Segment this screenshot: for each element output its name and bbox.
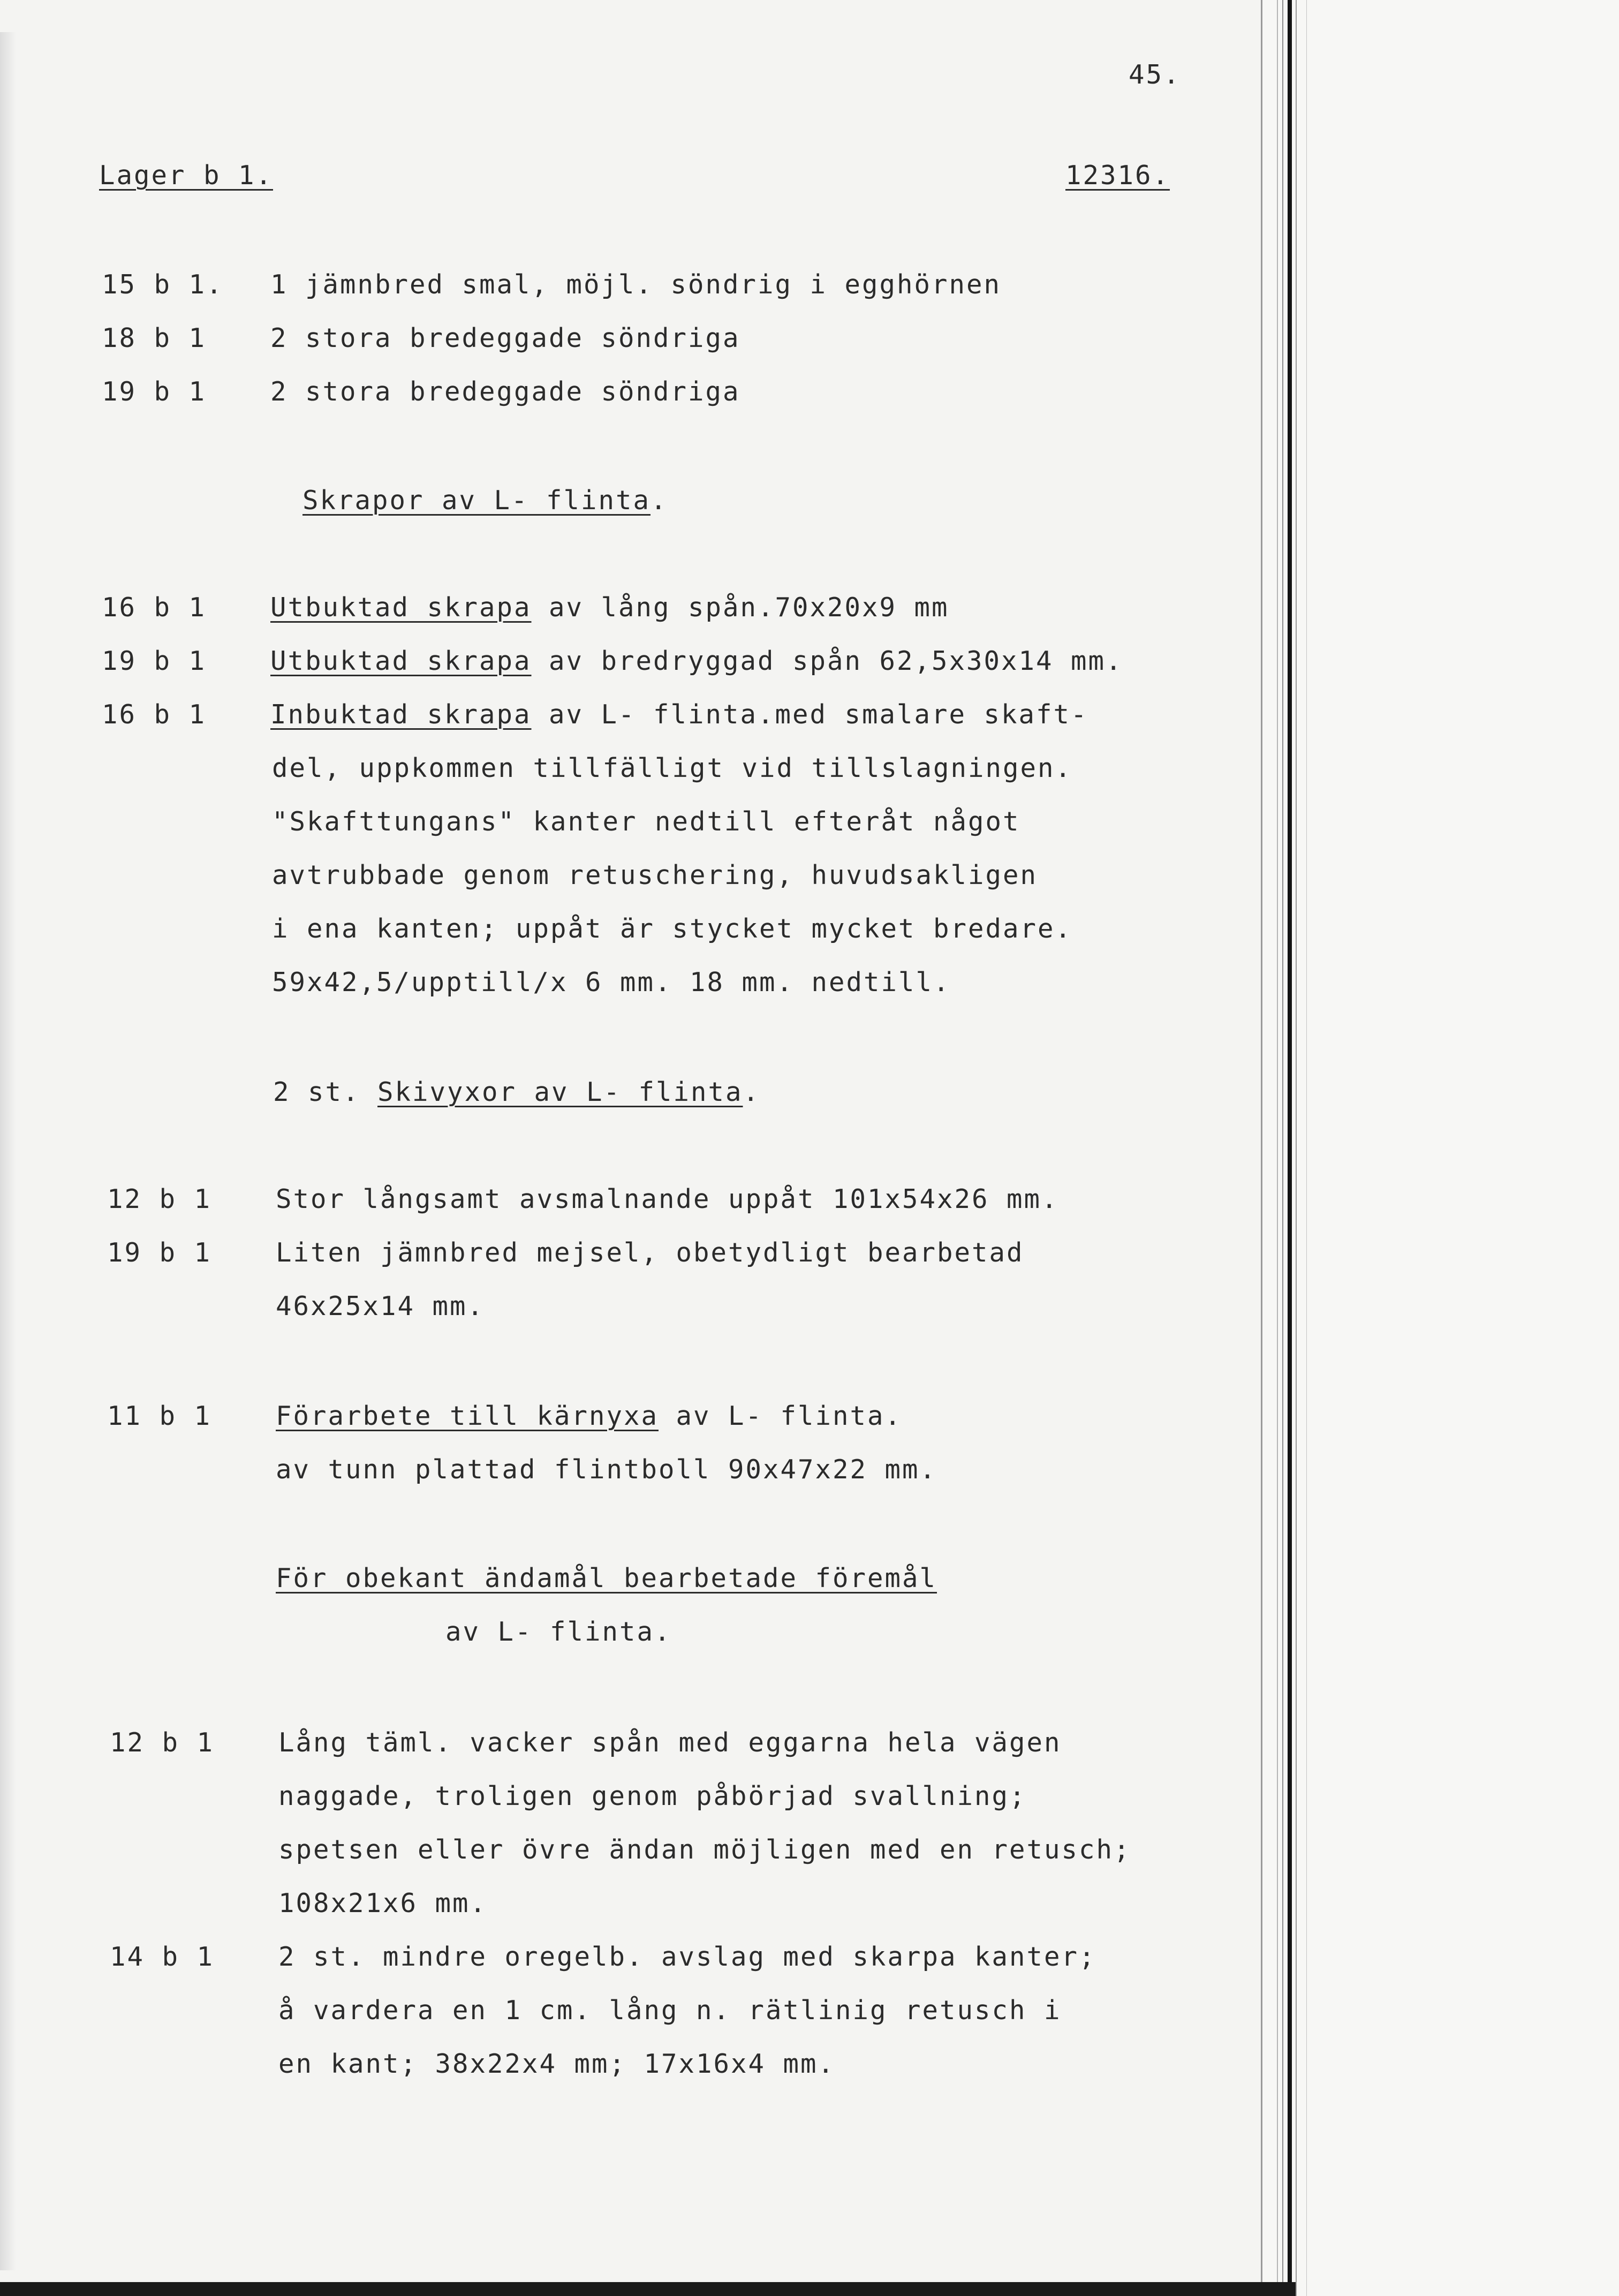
section-heading-skivyxor — [273, 1076, 760, 1108]
item-title: Inbuktad skrapa — [270, 699, 532, 730]
entry-continuation: naggade, troligen genom påbörjad svallning; — [278, 1781, 1027, 1811]
entry-text: Lång täml. vacker spån med eggarna hela vägen — [278, 1727, 1062, 1758]
section-subheading: av L- flinta. — [445, 1617, 672, 1647]
binder-edge-area — [1261, 0, 1619, 2296]
binder-edge-line — [1277, 0, 1278, 2296]
entry-continuation: 59x42,5/upptill/x 6 mm. 18 mm. nedtill. — [272, 967, 951, 998]
entry-text — [276, 1400, 902, 1432]
page-number: 45. — [1129, 59, 1181, 90]
item-description: av L- flinta.med smalare skaft- — [531, 699, 1088, 730]
entry-continuation: en kant; 38x22x4 mm; 17x16x4 mm. — [278, 2049, 836, 2079]
item-description: av L- flinta. — [659, 1401, 903, 1431]
entry-ref: 11 b 1 — [107, 1401, 212, 1431]
entry-ref: 15 b 1. — [102, 269, 224, 300]
item-description: av bredryggad spån 62,5x30x14 mm. — [531, 646, 1123, 676]
scan-left-shadow — [0, 32, 16, 2270]
binder-edge-line — [1296, 0, 1297, 2296]
section-heading-obekant: För obekant ändamål bearbetade föremål — [276, 1563, 937, 1593]
entry-text: 2 stora bredeggade söndriga — [270, 376, 740, 407]
entry-continuation: spetsen eller övre ändan möjligen med en retusch; — [278, 1834, 1131, 1865]
item-title: Utbuktad skrapa — [270, 592, 532, 623]
entry-ref: 12 b 1 — [107, 1184, 212, 1214]
entry-ref: 12 b 1 — [110, 1727, 215, 1758]
heading-prefix: 2 st. — [273, 1077, 378, 1107]
entry-text — [270, 645, 1123, 677]
entry-ref: 16 b 1 — [102, 592, 207, 623]
entry-text: Liten jämnbred mejsel, obetydligt bearbetad — [276, 1237, 1024, 1268]
binder-edge-line — [1306, 0, 1307, 2296]
entry-continuation: 46x25x14 mm. — [276, 1291, 485, 1321]
binder-edge-line — [1261, 0, 1262, 2296]
entry-text: 2 stora bredeggade söndriga — [270, 323, 740, 353]
entry-ref: 16 b 1 — [102, 699, 207, 730]
section-heading-text: Skrapor av L- flinta — [302, 485, 651, 516]
heading-period: . — [650, 485, 668, 516]
entry-ref: 19 b 1 — [102, 646, 207, 676]
item-description: av lång spån.70x20x9 mm — [531, 592, 949, 623]
entry-continuation: avtrubbade genom retuschering, huvudsakligen — [272, 860, 1038, 890]
entry-continuation: "Skafttungans" kanter nedtill efteråt något — [272, 806, 1020, 837]
binder-edge-line — [1288, 0, 1292, 2296]
entry-text: 1 jämnbred smal, möjl. söndrig i egghörnen — [270, 269, 1002, 300]
catalog-number: 12316. — [1065, 160, 1170, 191]
entry-continuation: i ena kanten; uppåt är stycket mycket bredare. — [272, 913, 1073, 944]
entry-ref: 14 b 1 — [110, 1942, 215, 1972]
entry-ref: 18 b 1 — [102, 323, 207, 353]
entry-ref: 19 b 1 — [107, 1237, 212, 1268]
entry-text — [270, 592, 949, 624]
entry-continuation: 108x21x6 mm. — [278, 1888, 488, 1919]
section-heading-text: Skivyxor av L- flinta — [377, 1077, 743, 1107]
entry-text — [270, 699, 1088, 731]
heading-period: . — [743, 1077, 761, 1107]
item-title: Förarbete till kärnyxa — [276, 1401, 659, 1431]
entry-continuation: del, uppkommen tillfälligt vid tillslagningen. — [272, 753, 1073, 783]
item-title: Utbuktad skrapa — [270, 646, 532, 676]
scan-bottom-edge — [0, 2282, 1296, 2296]
layer-heading: Lager b 1. — [99, 160, 274, 191]
section-heading-skrapor — [302, 485, 668, 517]
entry-text: 2 st. mindre oregelb. avslag med skarpa kanter; — [278, 1942, 1096, 1972]
binder-edge-line — [1282, 0, 1283, 2296]
entry-text: Stor långsamt avsmalnande uppåt 101x54x26 mm. — [276, 1184, 1059, 1214]
entry-continuation: å vardera en 1 cm. lång n. rätlinig retusch i — [278, 1995, 1062, 2026]
entry-continuation: av tunn plattad flintboll 90x47x22 mm. — [276, 1454, 937, 1485]
entry-ref: 19 b 1 — [102, 376, 207, 407]
